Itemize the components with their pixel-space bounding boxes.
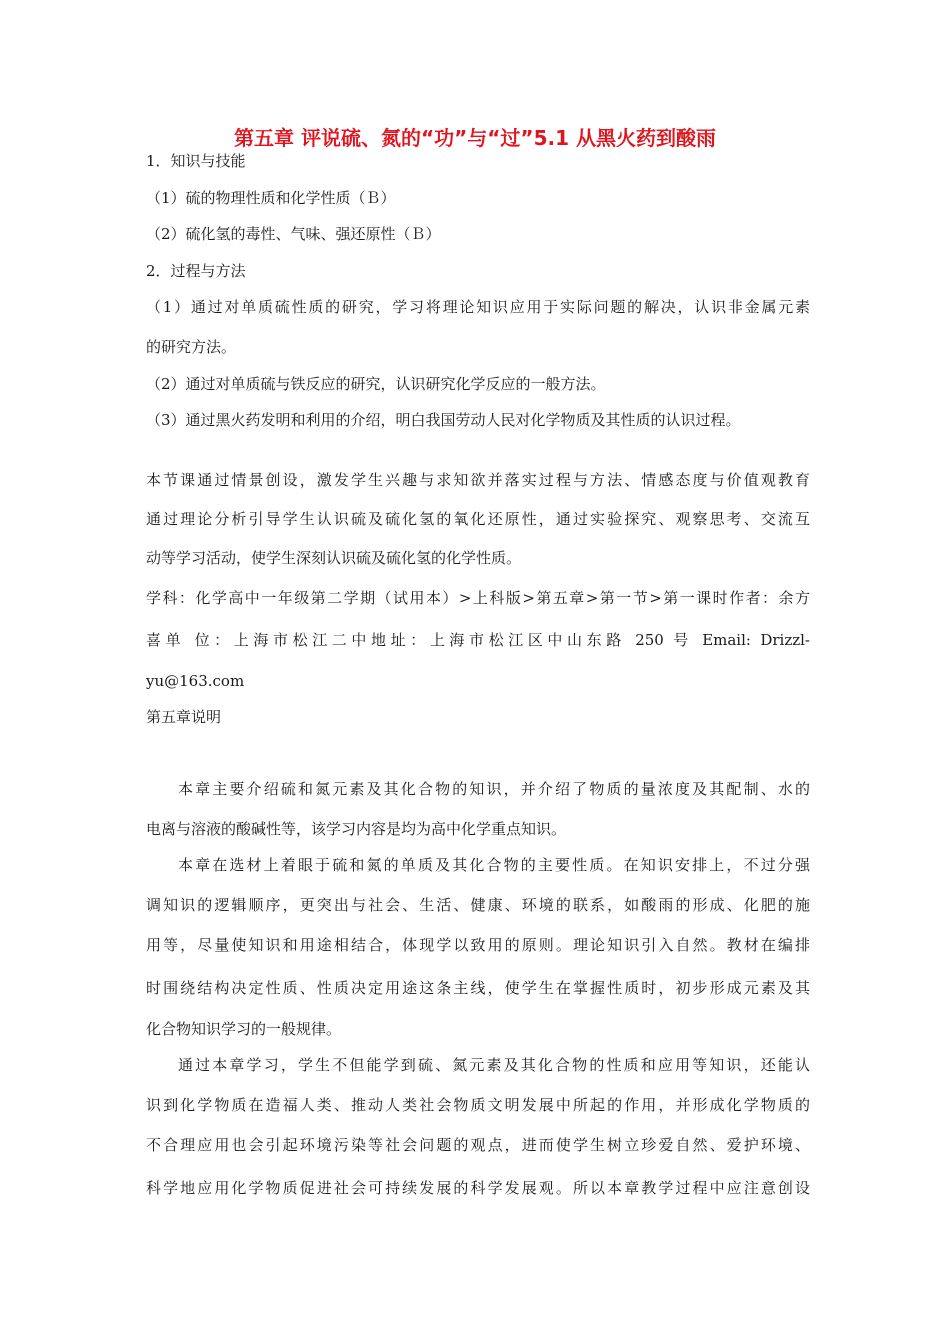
knowledge-heading: 1．知识与技能: [146, 152, 246, 170]
chapter-body-line: 化合物知识学习的一般规律。: [146, 1020, 342, 1038]
chapter-body-line: 用等，尽量使知识和用途相结合，体现学以致用的原则。理论知识引入自然。教材在编排: [146, 936, 810, 954]
chapter-body-line: 识到化学物质在造福人类、推动人类社会物质文明发展中所起的作用，并形成化学物质的: [146, 1096, 810, 1114]
process-item: （3）通过黑火药发明和利用的介绍，明白我国劳动人民对化学物质及其性质的认识过程。: [146, 411, 741, 429]
process-heading: 2．过程与方法: [146, 262, 246, 280]
chapter-body-line: 本章在选材上着眼于硫和氮的单质及其化合物的主要性质。在知识安排上，不过分强: [178, 856, 810, 874]
meta-line: yu@163.com: [146, 672, 245, 690]
summary-line: 通过理论分析引导学生认识硫及硫化氢的氧化还原性，通过实验探究、观察思考、交流互: [146, 510, 810, 528]
process-item: （2）通过对单质硫与铁反应的研究，认识研究化学反应的一般方法。: [146, 375, 606, 393]
process-item: 的研究方法。: [146, 338, 237, 356]
chapter-body-line: 时围绕结构决定性质、性质决定用途这条主线，使学生在掌握性质时，初步形成元素及其: [146, 979, 810, 997]
chapter-body-line: 电离与溶液的酸碱性等，该学习内容是均为高中化学重点知识。: [146, 820, 567, 838]
chapter-heading: 第五章说明: [146, 708, 222, 726]
summary-line: 本节课通过情景创设，激发学生兴趣与求知欲并落实过程与方法、情感态度与价值观教育: [146, 471, 810, 489]
chapter-body-line: 不合理应用也会引起环境污染等社会问题的观点，进而使学生树立珍爱自然、爱护环境、: [146, 1136, 810, 1154]
meta-line: 学科：化学高中一年级第二学期（试用本）>上科版>第五章>第一节>第一课时作者：余方: [146, 589, 810, 607]
knowledge-item: （2）硫化氢的毒性、气味、强还原性（Ｂ）: [146, 225, 441, 243]
knowledge-item: （1）硫的物理性质和化学性质（Ｂ）: [146, 189, 396, 207]
chapter-body-line: 本章主要介绍硫和氮元素及其化合物的知识，并介绍了物质的量浓度及其配制、水的: [178, 780, 810, 798]
chapter-body-line: 科学地应用化学物质促进社会可持续发展的科学发展观。所以本章教学过程中应注意创设: [146, 1179, 810, 1197]
process-item: （1）通过对单质硫性质的研究，学习将理论知识应用于实际问题的解决，认识非金属元素: [146, 298, 810, 316]
chapter-body-line: 调知识的逻辑顺序，更突出与社会、生活、健康、环境的联系，如酸雨的形成、化肥的施: [146, 896, 810, 914]
summary-line: 动等学习活动，使学生深刻认识硫及硫化氢的化学性质。: [146, 549, 522, 567]
document-title: 第五章 评说硫、氮的“功”与“过”5.1 从黑火药到酸雨: [234, 126, 716, 150]
chapter-body-line: 通过本章学习，学生不但能学到硫、氮元素及其化合物的性质和应用等知识，还能认: [178, 1056, 810, 1074]
meta-line: 喜单 位：上海市松江二中地址：上海市松江区中山东路 250 号 Email: Drizzl-: [146, 631, 810, 649]
